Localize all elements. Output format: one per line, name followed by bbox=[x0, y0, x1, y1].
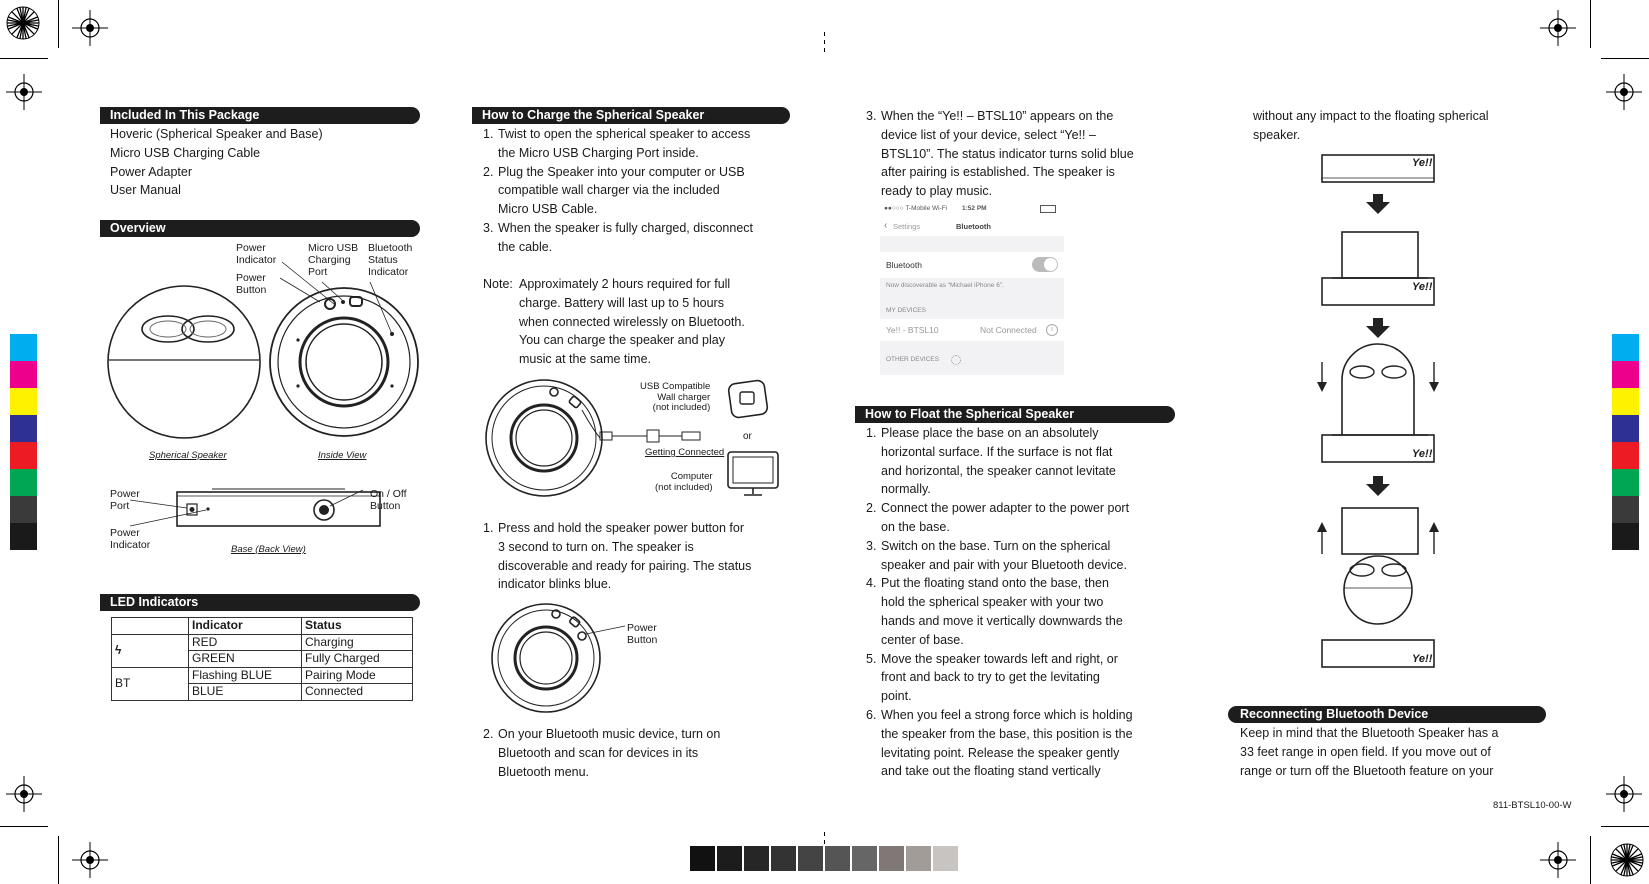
list-item bbox=[866, 650, 1133, 706]
table-header-row bbox=[112, 618, 413, 635]
package-item: Hoveric (Spherical Speaker and Base) bbox=[110, 127, 323, 141]
registration-wheel-top-left bbox=[6, 6, 40, 45]
package-item: User Manual bbox=[110, 183, 181, 197]
step-number: 1. bbox=[483, 127, 494, 141]
color-swatch bbox=[10, 496, 37, 523]
label-or: or bbox=[743, 431, 752, 442]
label-base-power-port: Power Port bbox=[110, 488, 140, 512]
gray-swatch bbox=[879, 846, 904, 871]
step-number: 3. bbox=[483, 220, 494, 235]
bluetooth-toggle[interactable] bbox=[1032, 257, 1058, 272]
step-number: 3. bbox=[866, 538, 877, 553]
yell-logo: Ye!! bbox=[1412, 281, 1433, 293]
step-line: Plug the Speaker into your computer or USB bbox=[498, 164, 745, 179]
pair-step-1 bbox=[483, 519, 751, 594]
caption-inside-view: Inside View bbox=[318, 450, 367, 461]
spherical-speaker-drawing bbox=[106, 282, 262, 442]
list-item bbox=[483, 163, 753, 219]
crop-mark bbox=[1601, 826, 1649, 827]
registration-wheel-bottom-right bbox=[1610, 843, 1644, 882]
step-line: Please place the base on an absolutely bbox=[881, 426, 1099, 440]
step-line: When the “Ye!! – BTSL10” appears on the bbox=[881, 109, 1114, 123]
float-steps bbox=[866, 424, 1133, 781]
phone-discoverable-text: Now discoverable as “Michael iPhone 6”. bbox=[886, 282, 1004, 289]
base-back-view-drawing bbox=[130, 486, 390, 534]
label-power-button: Power Button bbox=[236, 272, 267, 296]
list-item bbox=[866, 574, 1133, 649]
part-number: 811-BTSL10-00-W bbox=[1493, 800, 1572, 811]
label-bt-indicator: Bluetooth Status Indicator bbox=[368, 242, 413, 278]
label-base-onoff: On / Off Button bbox=[370, 488, 407, 512]
table-cell: GREEN bbox=[189, 651, 302, 668]
table-cell bbox=[112, 618, 189, 635]
step-number: 4. bbox=[866, 576, 877, 591]
reconnect-text bbox=[1240, 724, 1499, 780]
step-number: 3. bbox=[866, 109, 877, 123]
overview-heading: Overview bbox=[100, 220, 420, 237]
step-line: front and back to try to get the levitating bbox=[881, 670, 1100, 685]
continued-line: without any impact to the floating spherical bbox=[1253, 109, 1489, 123]
list-item bbox=[866, 107, 1134, 201]
color-swatch bbox=[10, 361, 37, 388]
phone-device-name: Ye!! - BTSL10 bbox=[886, 325, 939, 335]
step-line: On your Bluetooth music device, turn on bbox=[498, 727, 721, 741]
step-line: Twist to open the spherical speaker to access bbox=[498, 127, 751, 141]
col-status-header: Status bbox=[302, 618, 413, 635]
table-cell: BLUE bbox=[189, 684, 302, 701]
phone-back-settings[interactable]: Settings bbox=[893, 222, 921, 231]
table-cell: Connected bbox=[302, 684, 413, 701]
note-label: Note: bbox=[483, 277, 513, 291]
label-power-button-2: Power Button bbox=[627, 622, 658, 646]
crop-mark bbox=[58, 0, 59, 48]
crosshair-target-tl bbox=[72, 10, 108, 46]
table-row bbox=[112, 634, 413, 651]
color-swatch bbox=[10, 442, 37, 469]
step-number: 1. bbox=[483, 521, 494, 535]
step-line: compatible wall charger via the included bbox=[498, 183, 720, 198]
label-base-power-indicator: Power Indicator bbox=[110, 527, 151, 551]
color-swatch bbox=[10, 523, 37, 550]
color-swatch bbox=[1612, 361, 1639, 388]
caption-spherical-speaker: Spherical Speaker bbox=[149, 450, 227, 461]
pair-step-2 bbox=[483, 725, 720, 781]
led-table bbox=[111, 617, 413, 701]
label-computer: Computer (not included) bbox=[655, 471, 713, 493]
color-swatch bbox=[1612, 442, 1639, 469]
gray-swatch bbox=[717, 846, 742, 871]
note-line: music at the same time. bbox=[519, 352, 651, 367]
crop-mark bbox=[1590, 836, 1591, 884]
table-row bbox=[112, 667, 413, 684]
color-swatch bbox=[1612, 469, 1639, 496]
crosshair-target-tr bbox=[1540, 10, 1576, 46]
color-swatch bbox=[10, 415, 37, 442]
phone-carrier: ●●○○○ T-Mobile Wi-Fi bbox=[884, 205, 948, 212]
table-cell: Pairing Mode bbox=[302, 667, 413, 684]
step-line: the Micro USB Charging Port inside. bbox=[498, 145, 699, 160]
list-item bbox=[866, 706, 1133, 781]
step-line: the speaker from the base, this position is the bbox=[881, 726, 1133, 741]
label-wall-charger: USB Compatible Wall charger (not included) bbox=[640, 381, 711, 413]
reconnect-line: 33 feet range in open field. If you move out of bbox=[1240, 744, 1491, 759]
color-swatch bbox=[1612, 496, 1639, 523]
label-power-indicator: Power Indicator bbox=[236, 242, 277, 266]
bt-cell: BT bbox=[112, 667, 189, 700]
label-usb-port: Micro USB Charging Port bbox=[308, 242, 359, 278]
fold-mark bbox=[824, 840, 825, 844]
color-swatch bbox=[10, 334, 37, 361]
step-line: Bluetooth menu. bbox=[498, 764, 590, 779]
list-item bbox=[483, 219, 753, 257]
step-line: center of base. bbox=[881, 632, 964, 647]
step-line: When you feel a strong force which is holding bbox=[881, 707, 1133, 722]
step-number: 2. bbox=[866, 501, 877, 516]
yell-logo: Ye!! bbox=[1412, 448, 1433, 460]
fold-mark bbox=[824, 32, 825, 36]
crosshair-target-l2 bbox=[6, 776, 42, 812]
note-line: Approximately 2 hours required for full bbox=[519, 277, 731, 291]
step-line: BTSL10”. The status indicator turns solid blue bbox=[881, 146, 1134, 161]
step-line: Micro USB Cable. bbox=[498, 202, 598, 217]
color-swatch bbox=[1612, 388, 1639, 415]
step-line: the cable. bbox=[498, 239, 553, 254]
loading-spinner-icon bbox=[951, 355, 961, 365]
gray-swatch bbox=[744, 846, 769, 871]
step-line: Press and hold the speaker power button for bbox=[498, 521, 744, 535]
yell-logo: Ye!! bbox=[1412, 157, 1433, 169]
step-line: indicator blinks blue. bbox=[498, 577, 612, 592]
crop-mark bbox=[1590, 0, 1591, 48]
step-number: 1. bbox=[866, 426, 877, 440]
color-swatch bbox=[10, 469, 37, 496]
floating-sequence-diagram bbox=[1310, 150, 1450, 680]
step-line: Bluetooth and scan for devices in its bbox=[498, 745, 699, 760]
gray-swatch bbox=[852, 846, 877, 871]
phone-device-status: Not Connected bbox=[980, 325, 1037, 335]
step-number: 6. bbox=[866, 707, 877, 722]
step-line: hold the spherical speaker with your two bbox=[881, 595, 1104, 610]
chevron-left-icon[interactable]: ‹ bbox=[884, 220, 888, 231]
gray-swatch bbox=[825, 846, 850, 871]
phone-device-row[interactable] bbox=[880, 319, 1064, 341]
step-line: normally. bbox=[881, 482, 931, 497]
step-line: Switch on the base. Turn on the spherical bbox=[881, 538, 1111, 553]
fold-mark bbox=[824, 40, 825, 44]
continued-text bbox=[1253, 107, 1489, 145]
phone-screen-title: Bluetooth bbox=[956, 222, 991, 231]
step-line: hands and move it vertically downwards the bbox=[881, 613, 1123, 628]
fold-mark bbox=[824, 832, 825, 836]
led-heading: LED Indicators bbox=[100, 594, 420, 611]
package-item: Micro USB Charging Cable bbox=[110, 146, 261, 160]
charging-diagram bbox=[482, 378, 782, 500]
step-line: ready to play music. bbox=[881, 184, 993, 199]
note-line: when connected wirelessly on Bluetooth. bbox=[519, 314, 745, 329]
caption-base-back-view: Base (Back View) bbox=[231, 544, 306, 555]
color-swatch bbox=[10, 388, 37, 415]
table-cell: RED bbox=[189, 634, 302, 651]
step-line: point. bbox=[881, 689, 912, 704]
gray-swatch bbox=[798, 846, 823, 871]
crosshair-target-l1 bbox=[6, 74, 42, 110]
note-line: You can charge the speaker and play bbox=[519, 333, 725, 348]
power-symbol-cell: ϟ bbox=[112, 634, 189, 667]
reconnect-line: Keep in mind that the Bluetooth Speaker has a bbox=[1240, 726, 1499, 740]
phone-bluetooth-label: Bluetooth bbox=[886, 260, 922, 270]
step-line: Put the floating stand onto the base, then bbox=[881, 576, 1109, 591]
continued-line: speaker. bbox=[1253, 127, 1301, 142]
reconnect-line: range or turn off the Bluetooth feature on your bbox=[1240, 763, 1494, 778]
crop-mark bbox=[58, 836, 59, 884]
list-item bbox=[866, 424, 1133, 499]
step-line: on the base. bbox=[881, 519, 950, 534]
step-line: Move the speaker towards left and right, or bbox=[881, 651, 1118, 666]
fold-mark bbox=[824, 48, 825, 52]
step-line: levitating point. Release the speaker gently bbox=[881, 745, 1120, 760]
phone-my-devices: MY DEVICES bbox=[886, 307, 926, 314]
step-line: discoverable and ready for pairing. The status bbox=[498, 558, 752, 573]
gray-swatch bbox=[771, 846, 796, 871]
package-heading: Included In This Package bbox=[100, 107, 420, 124]
note-text bbox=[519, 275, 745, 369]
phone-time: 1:52 PM bbox=[962, 205, 987, 212]
grayscale-strip bbox=[690, 846, 960, 873]
list-item bbox=[483, 519, 751, 594]
step-line: after pairing is established. The speaker is bbox=[881, 165, 1115, 180]
step-line: speaker and pair with your Bluetooth device. bbox=[881, 557, 1127, 572]
list-item bbox=[483, 125, 753, 163]
step-line: 3 second to turn on. The speaker is bbox=[498, 539, 694, 554]
list-item bbox=[866, 499, 1133, 537]
crop-mark bbox=[1601, 58, 1649, 59]
power-button-drawing bbox=[490, 598, 630, 716]
note-line: charge. Battery will last up to 5 hours bbox=[519, 295, 724, 310]
gray-swatch bbox=[690, 846, 715, 871]
crosshair-target-r2 bbox=[1606, 776, 1642, 812]
step-line: device list of your device, select “Ye!! – bbox=[881, 127, 1096, 142]
step-number: 2. bbox=[483, 727, 494, 741]
table-cell: Charging bbox=[302, 634, 413, 651]
color-swatch bbox=[1612, 415, 1639, 442]
step-line: horizontal surface. If the surface is not flat bbox=[881, 444, 1113, 459]
phone-other-devices: OTHER DEVICES bbox=[886, 356, 940, 363]
info-icon[interactable]: i bbox=[1046, 324, 1058, 336]
crosshair-target-br bbox=[1540, 842, 1576, 878]
phone-nav-bar bbox=[880, 202, 1064, 236]
table-cell: Fully Charged bbox=[302, 651, 413, 668]
table-cell: Flashing BLUE bbox=[189, 667, 302, 684]
col-indicator-header: Indicator bbox=[189, 618, 302, 635]
float-heading: How to Float the Spherical Speaker bbox=[855, 406, 1175, 423]
charge-heading: How to Charge the Spherical Speaker bbox=[472, 107, 790, 124]
reconnect-heading: Reconnecting Bluetooth Device bbox=[1228, 706, 1546, 723]
pair-step-3 bbox=[866, 107, 1134, 201]
gray-swatch bbox=[933, 846, 958, 871]
step-line: Connect the power adapter to the power port bbox=[881, 501, 1130, 516]
charge-steps bbox=[483, 125, 753, 257]
list-item bbox=[866, 537, 1133, 575]
crop-mark bbox=[0, 826, 48, 827]
package-item: Power Adapter bbox=[110, 165, 192, 179]
step-line: When the speaker is fully charged, disconnect bbox=[498, 220, 753, 235]
yell-logo: Ye!! bbox=[1412, 653, 1433, 665]
crosshair-target-r1 bbox=[1606, 74, 1642, 110]
step-number: 2. bbox=[483, 164, 494, 179]
step-line: and horizontal, the speaker cannot levitate bbox=[881, 463, 1116, 478]
phone-battery-icon bbox=[1040, 205, 1056, 213]
step-number: 5. bbox=[866, 651, 877, 666]
phone-bluetooth-screen bbox=[880, 202, 1064, 375]
phone-bluetooth-row bbox=[880, 252, 1064, 278]
color-swatch bbox=[1612, 334, 1639, 361]
list-item bbox=[483, 725, 720, 781]
color-swatch bbox=[1612, 523, 1639, 550]
gray-swatch bbox=[906, 846, 931, 871]
step-line: and take out the floating stand vertically bbox=[881, 764, 1101, 779]
crop-mark bbox=[0, 58, 48, 59]
crosshair-target-bl bbox=[72, 842, 108, 878]
label-getting-connected: Getting Connected bbox=[645, 447, 725, 458]
